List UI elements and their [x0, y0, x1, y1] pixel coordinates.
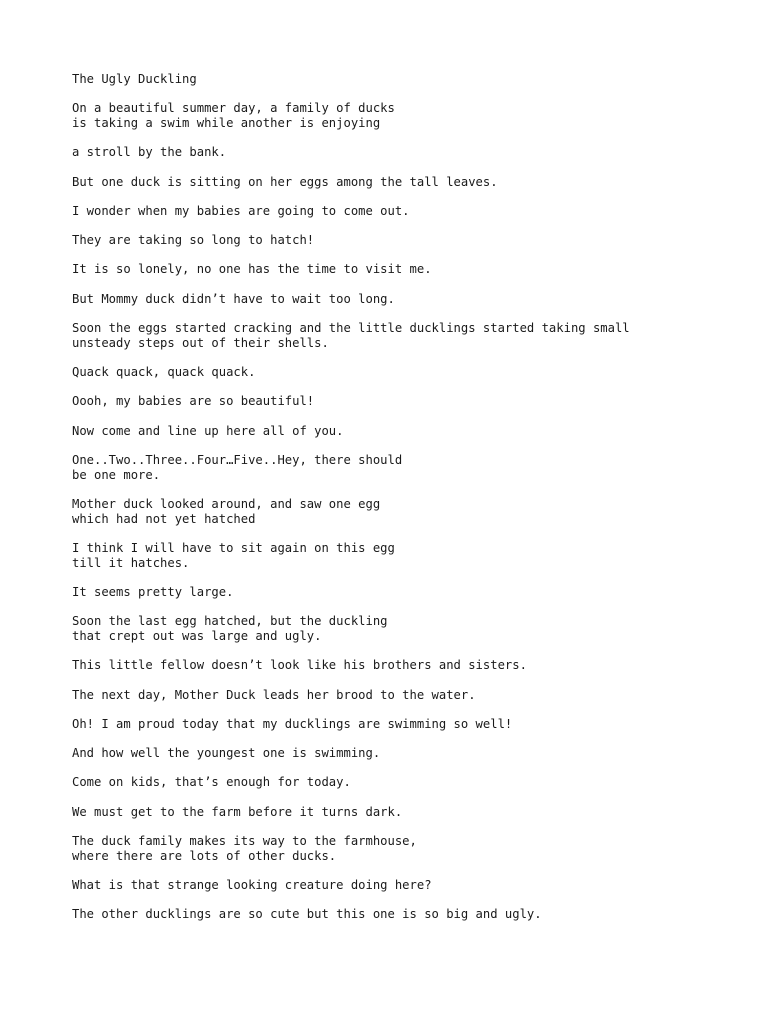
- document-title: The Ugly Duckling: [72, 72, 197, 86]
- paragraph: The other ducklings are so cute but this one is so big and ugly.: [72, 907, 542, 922]
- paragraph: Quack quack, quack quack.: [72, 365, 256, 380]
- paragraph: a stroll by the bank.: [72, 145, 227, 160]
- paragraph: Soon the last egg hatched, but the duckling that crept out was large and ugly.: [72, 614, 388, 643]
- paragraph: Oooh, my babies are so beautiful!: [72, 394, 315, 409]
- paragraph: Mother duck looked around, and saw one egg which had not yet hatched: [72, 496, 381, 526]
- paragraph: I think I will have to sit again on this egg till it hatches.: [72, 540, 395, 570]
- paragraph: Come on kids, that’s enough for today.: [72, 775, 351, 790]
- paragraph: But Mommy duck didn’t have to wait too long.: [72, 291, 395, 306]
- paragraph: I wonder when my babies are going to come out.: [72, 203, 410, 218]
- paragraph: It seems pretty large.: [72, 584, 234, 599]
- paragraph: What is that strange looking creature doing here?: [72, 878, 432, 893]
- paragraph: We must get to the farm before it turns dark.: [72, 804, 403, 819]
- paragraph: The next day, Mother Duck leads her brood to the water.: [72, 687, 476, 702]
- paragraph: On a beautiful summer day, a family of ducks is taking a swim while another is enjoying: [72, 101, 395, 130]
- paragraph: They are taking so long to hatch!: [72, 233, 315, 248]
- document-page: [72, 72, 732, 937]
- paragraph: It is so lonely, no one has the time to visit me.: [72, 262, 432, 277]
- paragraph: Now come and line up here all of you.: [72, 423, 344, 438]
- paragraph: The duck family makes its way to the farmhouse, where there are lots of other ducks.: [72, 834, 417, 863]
- paragraph: One..Two..Three..Four…Five..Hey, there should be one more.: [72, 452, 403, 482]
- paragraph: Oh! I am proud today that my ducklings are swimming so well!: [72, 716, 513, 731]
- paragraph: But one duck is sitting on her eggs among the tall leaves.: [72, 174, 498, 189]
- paragraph: Soon the eggs started cracking and the little ducklings started taking small unsteady steps out of their shells.: [72, 321, 630, 350]
- paragraph: This little fellow doesn’t look like his brothers and sisters.: [72, 658, 527, 673]
- paragraph: And how well the youngest one is swimming.: [72, 746, 381, 761]
